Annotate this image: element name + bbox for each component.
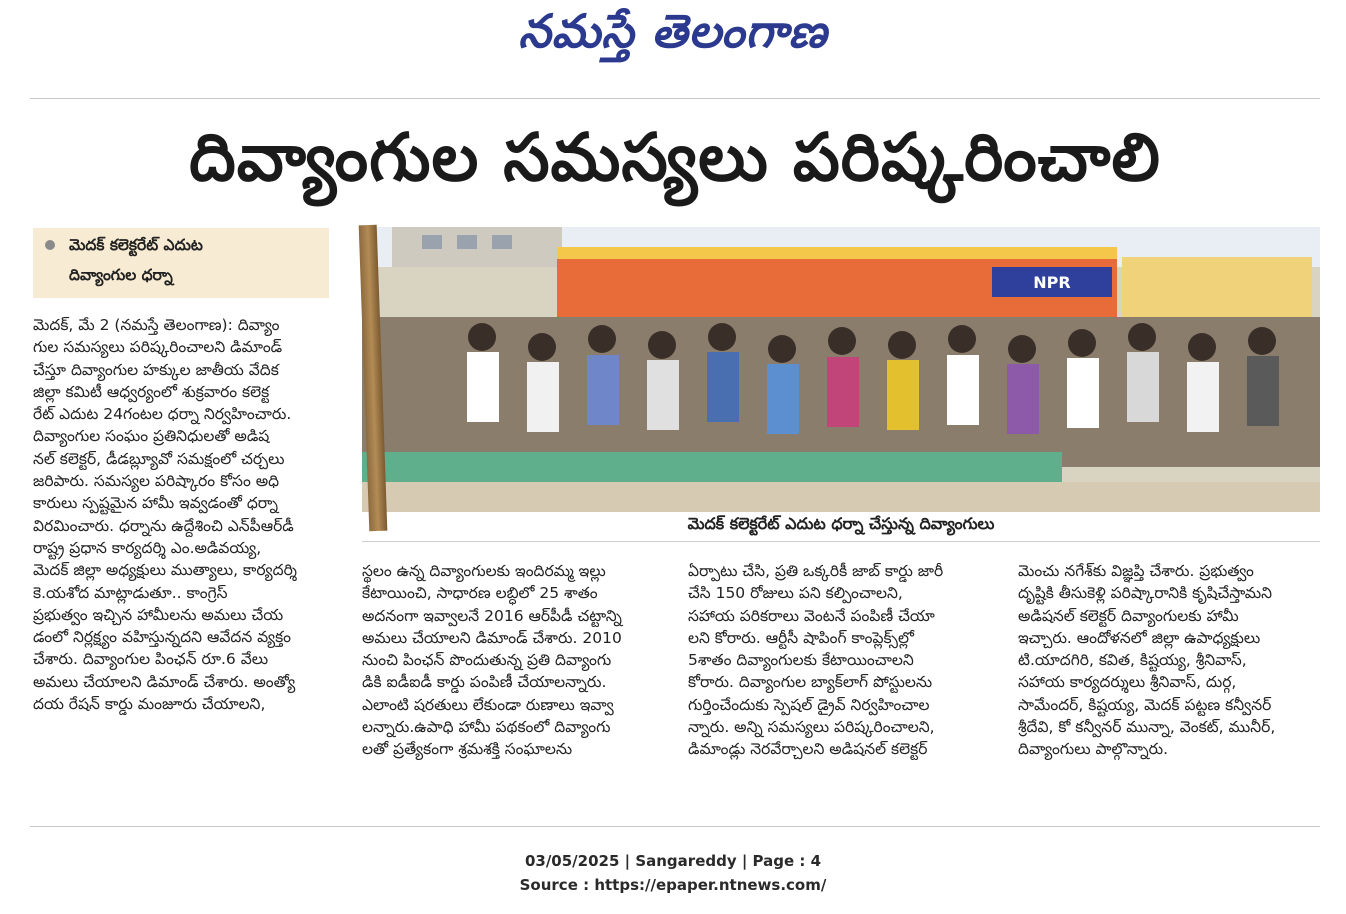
article-line: అమలు చేయాలని డిమాండ్ చేశారు. 2010 <box>362 628 622 647</box>
article-line: గుల సమస్యలు పరిష్కరించాలని డిమాండ్ <box>33 338 283 357</box>
article-line: శ్రీదేవి, కో కన్వీనర్ మున్నా, వెంకట్, మునీర్, <box>1018 718 1276 737</box>
article-line: రేట్ ఎదుట 24గంటల ధర్నా నిర్వహించారు. <box>33 405 292 424</box>
article-line: కె.యశోద మాట్లాడుతూ.. కాంగ్రెస్ <box>33 583 228 602</box>
article-line: అదనంగా ఇవ్వాలనే 2016 ఆర్‌పీడీ చట్టాన్ని <box>362 606 622 625</box>
article-line: చేశారు. దివ్యాంగుల పింఛన్ రూ.6 వేలు <box>33 650 269 669</box>
article-line: మెదక్, మే 2 (నమస్తే తెలంగాణ): దివ్యాం <box>33 316 280 334</box>
subheading-box <box>33 228 329 298</box>
article-line: కేటాయించి, సాధారణ లబ్ధిలో 25 శాతం <box>362 584 598 603</box>
article-line: దయ రేషన్ కార్డు మంజూరు చేయాలని, <box>33 695 266 714</box>
article-line: స్థలం ఉన్న దివ్యాంగులకు ఇందిరమ్మ ఇల్లు <box>362 562 606 580</box>
article-line: రాష్ట్ర ప్రధాన కార్యదర్శి ఎం.అడివయ్య, <box>33 538 262 557</box>
article-line: కారులు స్పష్టమైన హామీ ఇవ్వడంతో ధర్నా <box>33 494 278 513</box>
article-line: సహాయ పరికరాలు వెంటనే పంపిణీ చేయా <box>688 606 935 625</box>
article-line: కోరారు. దివ్యాంగుల బ్యాక్‌లాగ్ పోస్టులను <box>688 673 933 692</box>
article-line: మెదక్ జిల్లా అధ్యక్షులు ముత్యాలు, కార్యదర్శి <box>33 561 297 580</box>
masthead-logo: నమస్తే తెలంగాణ <box>518 4 828 58</box>
article-line: దివ్యాంగుల సంఘం ప్రతినిధులతో అడిష <box>33 427 270 446</box>
article-line: డంలో నిర్లక్ష్యం వహిస్తున్నదని ఆవేదన వ్యక్తం <box>33 628 292 647</box>
article-line: ప్రభుత్వం ఇచ్చిన హామీలను అమలు చేయ <box>33 605 284 624</box>
article-column-2 <box>362 560 665 761</box>
subheading-line-1: మెదక్ కలెక్టరేట్ ఎదుట <box>69 236 203 254</box>
article-column-3 <box>688 560 988 761</box>
article-line: అడిషనల్ కలెక్టర్ దివ్యాంగులకు హామీ <box>1018 606 1239 625</box>
article-line: డికి ఐడీఐడీ కార్డు పంపిణీ చేయాలన్నారు. <box>362 673 607 692</box>
caption-divider <box>362 541 1320 542</box>
article-line: లన్నారు.ఉపాధి హామీ పథకంలో దివ్యాంగు <box>362 718 611 737</box>
article-line: సహాయ కార్యదర్శులు శ్రీనివాస్, దుర్గ, <box>1018 673 1237 692</box>
article-line: 5శాతం దివ్యాంగులకు కేటాయించాలని <box>688 651 914 670</box>
article-line: ఇచ్చారు. ఆందోళనలో జిల్లా ఉపాధ్యక్షులు <box>1018 628 1261 647</box>
banner-text: NPR <box>1033 273 1071 292</box>
masthead <box>0 4 1346 70</box>
article-line: చేస్తూ దివ్యాంగుల హక్కుల జాతీయ వేదిక <box>33 360 279 379</box>
article-column-4 <box>1018 560 1320 761</box>
article-line: నుంచి పింఛన్ పొందుతున్న ప్రతి దివ్యాంగు <box>362 651 612 670</box>
article-line: ఎలాంటి షరతులు లేకుండా రుణాలు ఇవ్వా <box>362 695 614 714</box>
article-line: విరమించారు. ధర్నాను ఉద్దేశించి ఎన్‌పీఆర్‌డీ <box>33 516 294 535</box>
article-line: అమలు చేయాలని డిమాండ్ చేశారు. అంత్యో <box>33 672 296 691</box>
article-line: చేసి 150 రోజులు పని కల్పించాలని, <box>688 584 903 603</box>
headline: దివ్యాంగుల సమస్యలు పరిష్కరించాలి <box>189 119 1161 196</box>
protest-photo-illustration <box>362 227 1320 512</box>
article-line: నల్ కలెక్టర్, డీడబ్ల్యూవో సమక్షంలో చర్చలు <box>33 449 285 468</box>
article-line: జరిపారు. సమస్యల పరిష్కారం కోసం అధి <box>33 472 280 491</box>
article-column-1 <box>33 314 329 715</box>
article-line: మెంచు నగేశ్‌కు విజ్ఞప్తి చేశారు. ప్రభుత్వం <box>1018 562 1254 580</box>
article-line: న్నారు. అన్ని సమస్యలు పరిష్కరించాలని, <box>688 718 935 737</box>
masthead-divider <box>30 98 1320 99</box>
article-line: సామేందర్, కిష్టయ్య, మెదక్ పట్టణ కన్వీనర్ <box>1018 695 1272 714</box>
subheading-line-2: దివ్యాంగుల ధర్నా <box>69 266 173 284</box>
article-line: జిల్లా కమిటీ ఆధ్వర్యంలో శుక్రవారం కలెక్ట <box>33 382 270 401</box>
article-line: టి.యాదగిరి, కవిత, కిష్టయ్య, శ్రీనివాస్, <box>1018 651 1247 670</box>
article-line: ఏర్పాటు చేసి, ప్రతి ఒక్కరికీ జాబ్ కార్డు జారీ <box>688 562 944 580</box>
article-line: దివ్యాంగులు పాల్గొన్నారు. <box>1018 740 1169 759</box>
photo-caption: మెదక్ కలెక్టరేట్ ఎదుట ధర్నా చేస్తున్న దివ్యాంగులు <box>687 514 995 533</box>
article-line: దృష్టికి తీసుకెళ్లి పరిష్కారానికి కృషిచేస్తామని <box>1018 584 1273 603</box>
footer-source-line: Source : https://epaper.ntnews.com/ <box>519 876 827 894</box>
article-line: గుర్తించేందుకు స్పెషల్ డ్రైవ్ నిర్వహించాల <box>688 695 930 714</box>
article-line: లతో ప్రత్యేకంగా శ్రమశక్తి సంఘాలను <box>362 740 573 759</box>
protest-photo <box>362 227 1320 512</box>
article-bottom-rule <box>30 826 1320 827</box>
article-line: డిమాండ్లు నెరవేర్చాలని అడిషనల్ కలెక్టర్ <box>688 740 928 759</box>
article-line: లని కోరారు. ఆర్టీసీ షాపింగ్ కాంప్లెక్స్‌ల్లో <box>688 628 914 647</box>
bullet-icon <box>45 240 55 250</box>
footer-date-line: 03/05/2025 | Sangareddy | Page : 4 <box>524 852 822 870</box>
